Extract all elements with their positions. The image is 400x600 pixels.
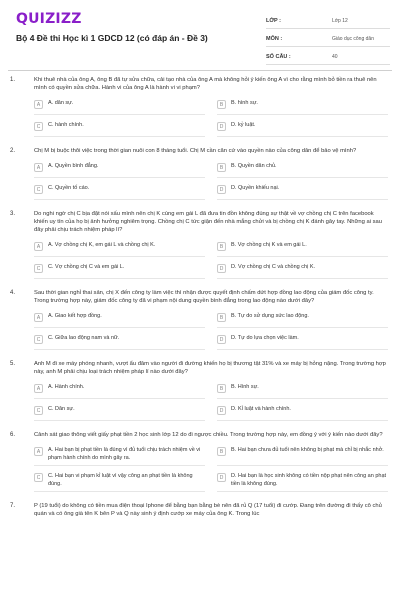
meta-label: LỚP : — [266, 17, 281, 24]
option-text: B. Quyền dân chủ. — [231, 163, 277, 169]
question-list — [8, 76, 392, 528]
option-text: B. Hình sự. — [231, 384, 259, 390]
option-letter: C — [34, 473, 43, 482]
option-letter: B — [217, 163, 226, 172]
option-letter: B — [217, 313, 226, 322]
option-a[interactable] — [34, 241, 205, 257]
page-title: Bộ 4 Đề thi Học kì 1 GDCD 12 (có đáp án - Đề 3) — [16, 33, 208, 43]
option-letter: A — [34, 447, 43, 456]
option-text: C. Dân sự. — [48, 406, 75, 412]
option-b[interactable] — [217, 241, 388, 257]
option-a[interactable] — [34, 99, 205, 115]
option-letter: A — [34, 100, 43, 109]
option-text: C. hành chính. — [48, 122, 84, 128]
question-text: Cảnh sát giao thông viết giấy phạt tiền 2 học sinh lớp 12 do đi ngược chiều. Trong trường hợp này, em đồng ý với ý kiến nào dưới đây? — [34, 432, 383, 438]
option-letter: B — [217, 384, 226, 393]
option-d[interactable] — [217, 472, 388, 492]
option-a[interactable] — [34, 383, 205, 399]
option-letter: A — [34, 242, 43, 251]
option-letter: C — [34, 406, 43, 415]
meta-label: MÔN : — [266, 35, 283, 42]
option-letter: C — [34, 185, 43, 194]
option-c[interactable] — [34, 121, 205, 137]
option-a[interactable] — [34, 312, 205, 328]
option-b[interactable] — [217, 446, 388, 466]
option-letter: A — [34, 163, 43, 172]
question-text: Chị M bị buộc thôi việc trong thời gian nuôi con 8 tháng tuổi. Chị M cần căn cứ vào quyền nào của công dân để bảo vệ mình? — [34, 148, 357, 154]
question-1 — [8, 76, 392, 137]
option-text: B. Vợ chồng chị K và em gái L. — [231, 242, 307, 248]
question-2 — [8, 147, 392, 200]
question-5 — [8, 360, 392, 421]
option-text: B. Hai bạn chưa đủ tuổi nên không bị phạt mà chỉ bị nhắc nhở. — [231, 447, 384, 453]
meta-value: 40 — [332, 53, 338, 60]
meta-row-count — [266, 49, 390, 65]
option-letter: D — [217, 473, 226, 482]
question-number: 4. — [10, 290, 16, 296]
option-c[interactable] — [34, 405, 205, 421]
option-letter: C — [34, 122, 43, 131]
question-text: Sau thời gian nghỉ thai sản, chị X đến công ty làm việc thì nhận được quyết định chấm dứt hợp đồng lao động của giám đốc công ty. Trong trường hợp này, giám đốc công ty đã vi phạm nội dung quyền bình đẳng trong lao động nào dưới đây? — [34, 290, 374, 304]
question-text: Khi thuê nhà của ông A, ông B đã tự sửa chữa, cải tạo nhà của ông A mà không hỏi ý kiến ông A vì cho rằng mình bỏ tiền ra thuê nên mình có quyền sửa chữa. Hành vi của ông A là hành vi vi phạm? — [34, 77, 377, 91]
question-number: 7. — [10, 503, 16, 509]
worksheet-meta — [266, 13, 390, 67]
question-7 — [8, 502, 392, 518]
option-letter: D — [217, 406, 226, 415]
option-letter: D — [217, 122, 226, 131]
meta-value: Lớp 12 — [332, 17, 348, 24]
option-text: A. dân sự. — [48, 100, 74, 106]
question-number: 1. — [10, 77, 16, 83]
option-d[interactable] — [217, 184, 388, 200]
meta-row-subject — [266, 31, 390, 47]
option-text: A. Vợ chồng chị K, em gái L và chồng chị K. — [48, 242, 156, 248]
option-b[interactable] — [217, 162, 388, 178]
quizizz-logo[interactable]: QUIZIZZ — [16, 11, 82, 27]
option-text: C. Vợ chồng chị C và em gái L. — [48, 264, 125, 270]
option-letter: B — [217, 447, 226, 456]
option-c[interactable] — [34, 184, 205, 200]
worksheet-header — [0, 0, 400, 68]
question-text: P (19 tuổi) do không có tiền mua điện thoại Iphone để bằng bạn bằng bè nên đã rủ Q (17 tuổi) đi cướp. Đang trên đường đi thấy cô chủ quán và có ông già tên K bên P và Q này sinh ý định cướp xe máy của ông K. Trong lúc — [34, 503, 382, 517]
question-text: Do nghi ngờ chị C bịa đặt nói xấu mình nên chị K cùng em gái L đã đưa tin đồn không đúng sự thật về vợ chồng chị C trên facebook khiến uy tín của họ bị ảnh hưởng nghiêm trọng. Chồng chị C tức giận đến nhà mắng chửi và bị chồng chị K đánh gây tay. Những ai sau đây phải chịu trách nhiệm pháp lí? — [34, 211, 382, 233]
option-text: D. Tự do lựa chọn việc làm. — [231, 335, 299, 341]
meta-label: SỐ CÂU : — [266, 53, 291, 60]
option-letter: D — [217, 185, 226, 194]
question-number: 5. — [10, 361, 16, 367]
option-d[interactable] — [217, 334, 388, 350]
question-number: 6. — [10, 432, 16, 438]
option-text: B. Tự do sử dụng sức lao động. — [231, 313, 309, 319]
option-letter: B — [217, 100, 226, 109]
option-c[interactable] — [34, 263, 205, 279]
option-c[interactable] — [34, 472, 205, 492]
option-letter: C — [34, 335, 43, 344]
option-text: D. Hai bạn là học sinh không có tiền nộp phạt nên công an phạt tiền là không đúng. — [231, 473, 387, 487]
option-text: D. Kỉ luật và hành chính. — [231, 406, 291, 412]
question-number: 3. — [10, 211, 16, 217]
option-text: A. Giao kết hợp đồng. — [48, 313, 102, 319]
option-text: C. Quyền tố cáo. — [48, 185, 90, 191]
option-text: D. Vợ chồng chị C và chồng chị K. — [231, 264, 316, 270]
option-d[interactable] — [217, 263, 388, 279]
option-c[interactable] — [34, 334, 205, 350]
question-number: 2. — [10, 148, 16, 154]
option-text: A. Quyền bình đẳng. — [48, 163, 99, 169]
option-letter: B — [217, 242, 226, 251]
meta-value: Giáo dục công dân — [332, 35, 374, 42]
option-d[interactable] — [217, 121, 388, 137]
option-letter: A — [34, 384, 43, 393]
option-b[interactable] — [217, 383, 388, 399]
option-b[interactable] — [217, 99, 388, 115]
option-text: B. hình sự. — [231, 100, 258, 106]
option-text: D. Quyền khiếu nại. — [231, 185, 280, 191]
option-text: A. Hành chính. — [48, 384, 85, 390]
question-3 — [8, 210, 392, 279]
option-text: C. Giữa lao động nam và nữ. — [48, 335, 120, 341]
option-letter: D — [217, 264, 226, 273]
option-letter: D — [217, 335, 226, 344]
option-letter: C — [34, 264, 43, 273]
option-text: D. kỷ luật. — [231, 122, 256, 128]
option-a[interactable] — [34, 162, 205, 178]
header-divider — [8, 70, 392, 71]
option-text: A. Hai bạn bị phạt tiền là đúng vì đủ tuổi chịu trách nhiệm về vi phạm hành chính do mình gây ra. — [48, 447, 201, 461]
option-text: C. Hai bạn vi phạm kỉ luật vì vậy công an phạt tiền là không đúng. — [48, 473, 193, 487]
option-a[interactable] — [34, 446, 205, 466]
question-6 — [8, 431, 392, 492]
question-4 — [8, 289, 392, 350]
meta-row-class — [266, 13, 390, 29]
option-letter: A — [34, 313, 43, 322]
question-text: Anh M đi xe máy phóng nhanh, vượt ẩu đâm vào người đi đường khiến họ bị thương tật 31% và xe máy bị hỏng nặng. Trong trường hợp này, anh M phải chịu loại trách nhiệm pháp lí nào dưới đây? — [34, 361, 386, 375]
option-b[interactable] — [217, 312, 388, 328]
option-d[interactable] — [217, 405, 388, 421]
